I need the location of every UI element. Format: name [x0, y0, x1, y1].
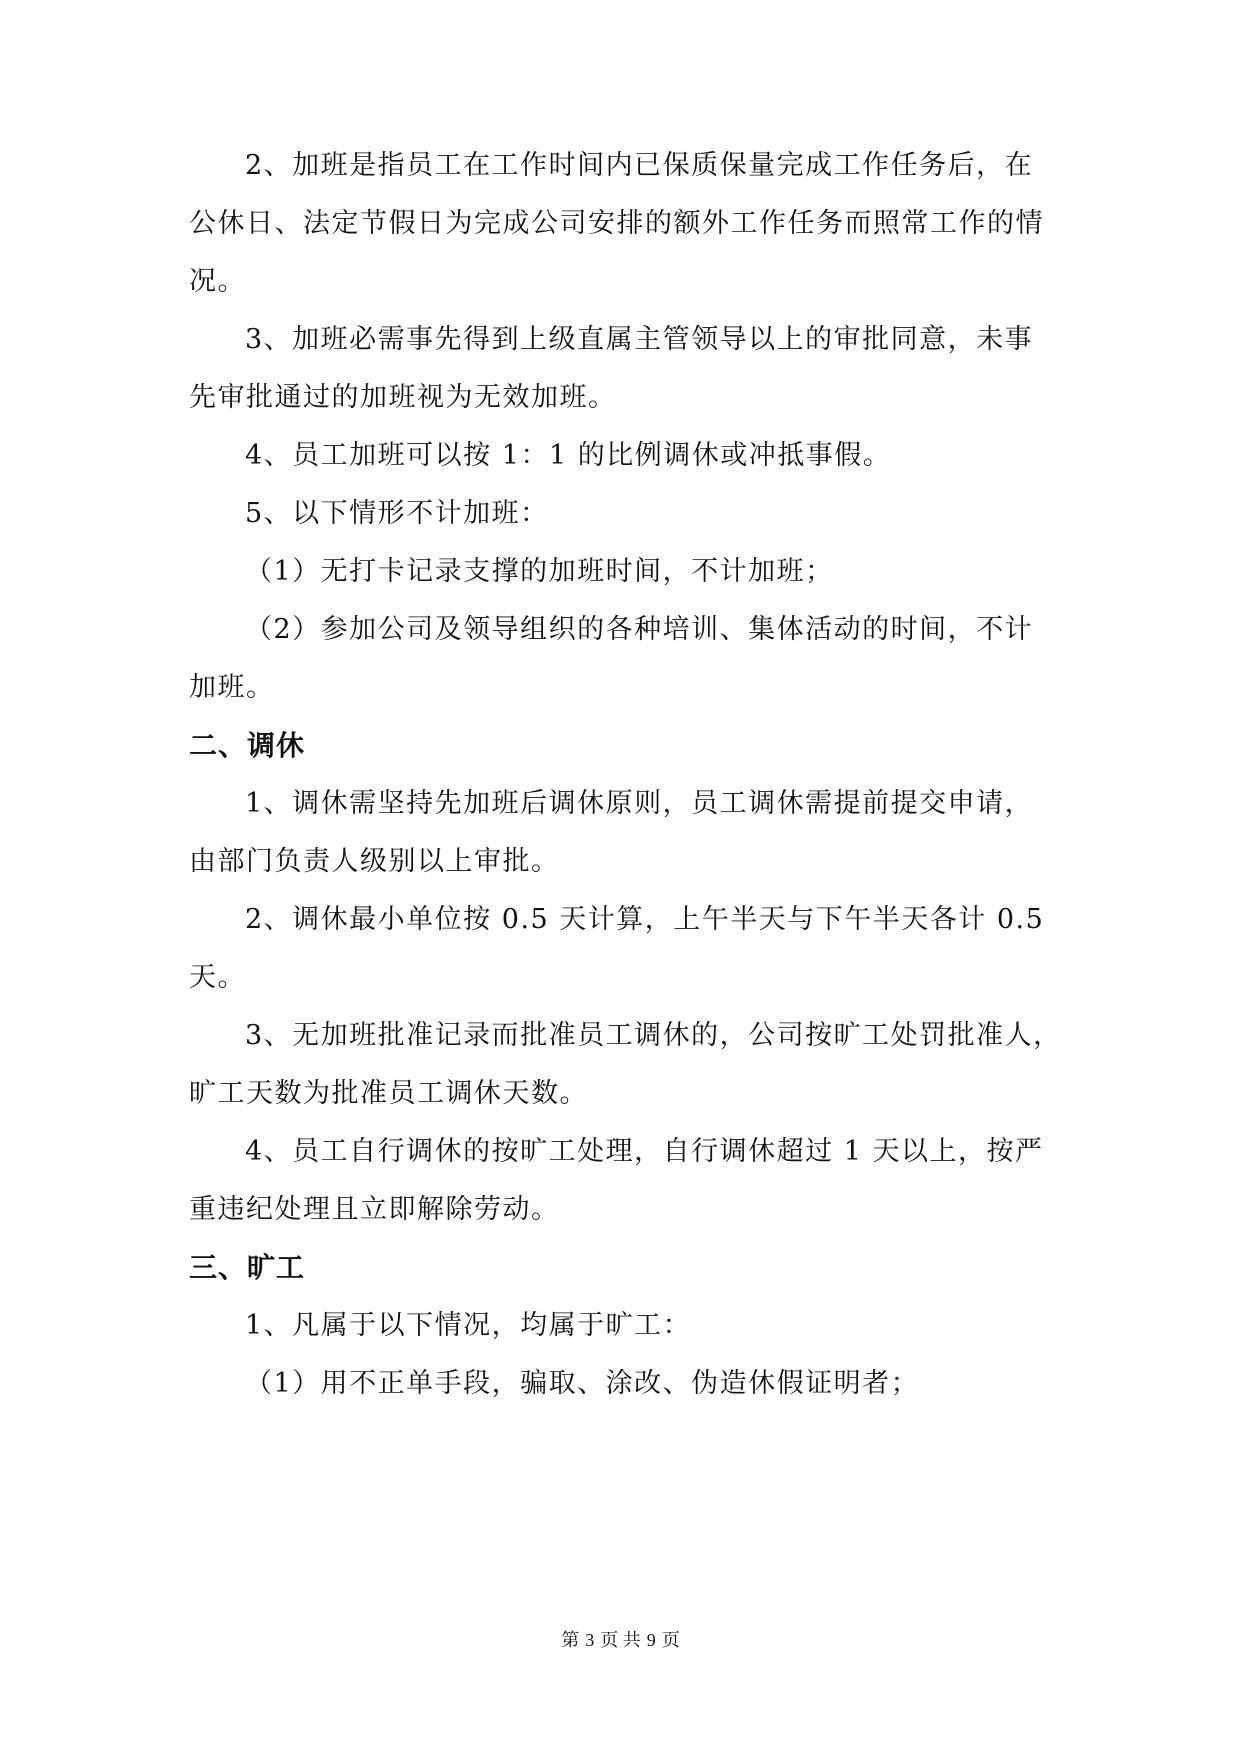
paragraph-line: 3、无加班批准记录而批准员工调休的，公司按旷工处罚批准人， [245, 1020, 1062, 1051]
page-label-mid: 页 共 [600, 1630, 641, 1650]
paragraph-line: 公休日、法定节假日为完成公司安排的额外工作任务而照常工作的情 [189, 208, 1044, 239]
page-number-footer [0, 1628, 1241, 1652]
paragraph-line: 旷工天数为批准员工调休天数。 [189, 1078, 588, 1109]
paragraph-line: 天。 [189, 962, 246, 993]
paragraph-line: 1、凡属于以下情况，均属于旷工： [245, 1310, 692, 1341]
page-label-suffix: 页 [661, 1630, 680, 1650]
list-item-line: 加班。 [189, 672, 275, 703]
current-page-number: 3 [585, 1630, 595, 1650]
section-heading-absence: 三、旷工 [189, 1251, 306, 1284]
paragraph-line: 先审批通过的加班视为无效加班。 [189, 382, 617, 413]
page-label-prefix: 第 [561, 1630, 580, 1650]
paragraph-line: 4、员工自行调休的按旷工处理，自行调休超过 1 天以上，按严 [245, 1136, 1044, 1167]
paragraph-line: 5、以下情形不计加班： [245, 498, 549, 529]
paragraph-line: 2、调休最小单位按 0.5 天计算，上午半天与下午半天各计 0.5 [245, 904, 1045, 935]
paragraph-line: 况。 [189, 266, 246, 297]
list-item-line: （1）无打卡记录支撑的加班时间，不计加班； [245, 556, 834, 587]
paragraph-line: 由部门负责人级别以上审批。 [189, 846, 560, 877]
list-item-line: （2）参加公司及领导组织的各种培训、集体活动的时间，不计 [245, 614, 1034, 645]
paragraph-line: 3、加班必需事先得到上级直属主管领导以上的审批同意，未事 [245, 324, 1034, 355]
paragraph-line: 4、员工加班可以按 1：1 的比例调休或冲抵事假。 [245, 440, 892, 471]
paragraph-line: 2、加班是指员工在工作时间内已保质保量完成工作任务后，在 [245, 150, 1034, 181]
total-pages-number: 9 [646, 1630, 656, 1650]
paragraph-line: 1、调休需坚持先加班后调休原则，员工调休需提前提交申请， [245, 788, 1034, 819]
list-item-line: （1）用不正单手段，骗取、涂改、伪造休假证明者； [245, 1368, 920, 1399]
paragraph-line: 重违纪处理且立即解除劳动。 [189, 1194, 560, 1225]
section-heading-leave: 二、调休 [189, 729, 306, 762]
